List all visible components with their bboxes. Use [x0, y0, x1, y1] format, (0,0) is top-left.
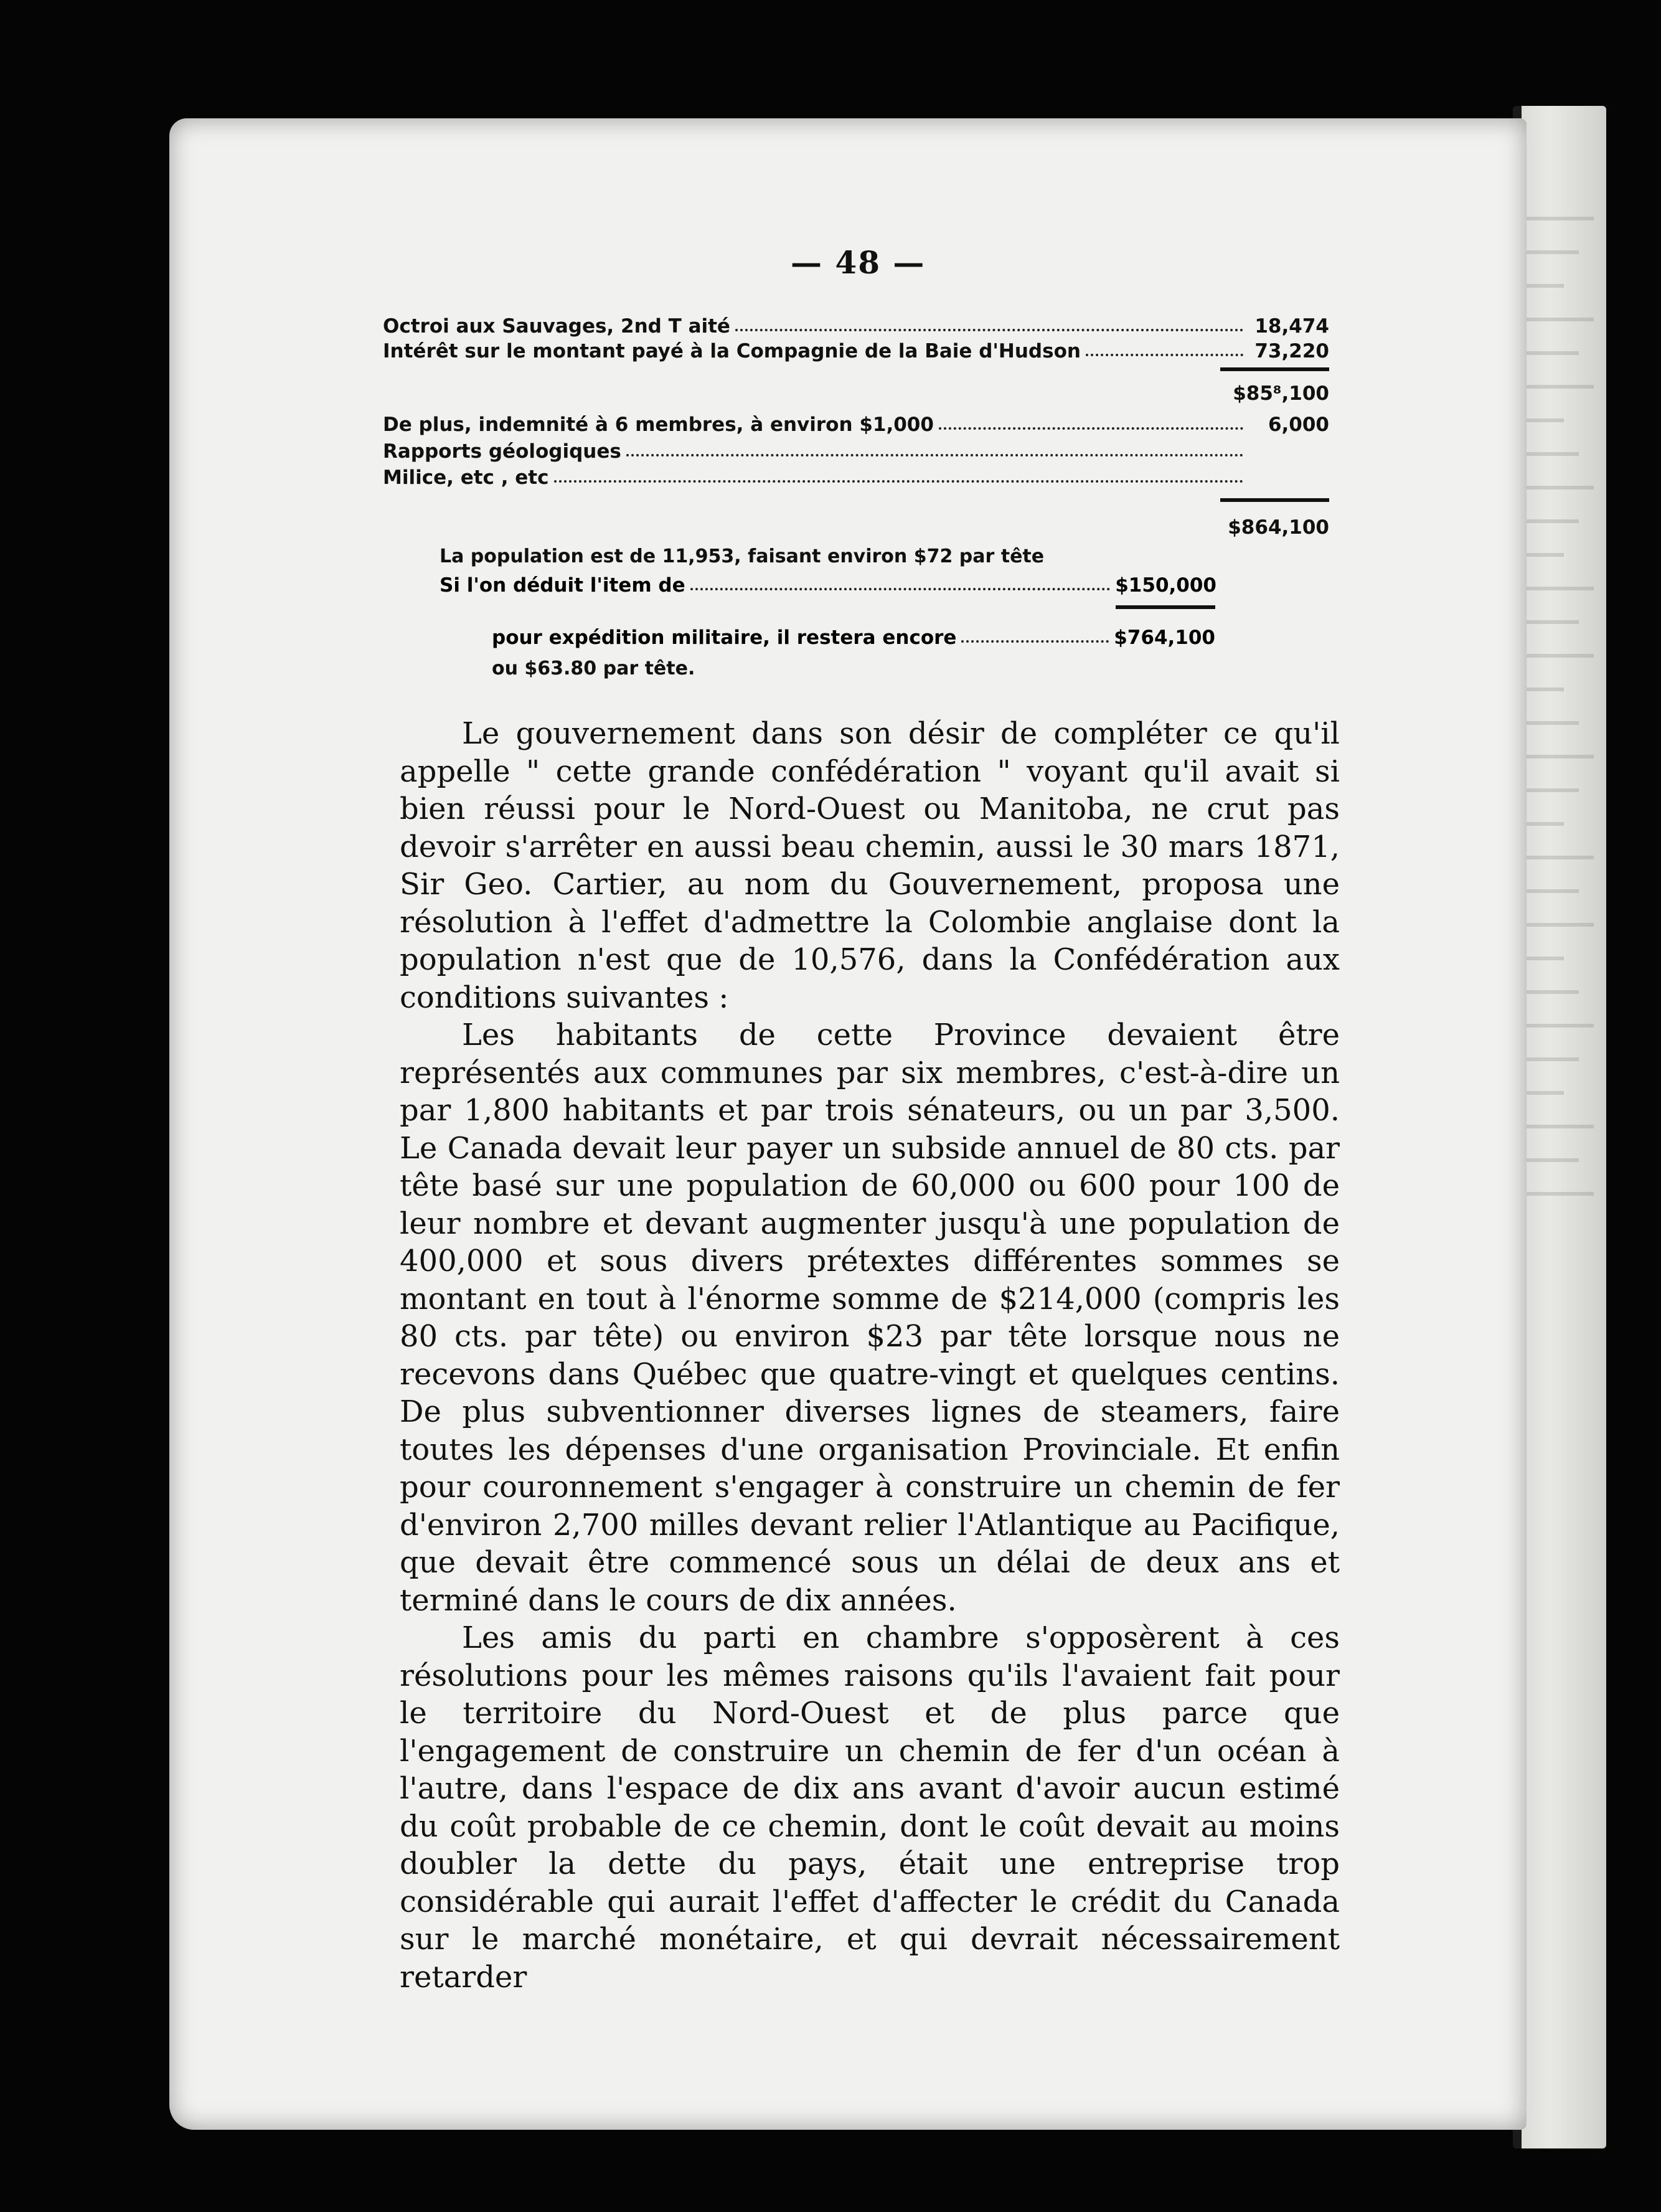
ledger-label: De plus, indemnité à 6 membres, à environ $1,000	[383, 414, 934, 436]
ledger-label: Octroi aux Sauvages, 2nd T aité	[383, 315, 730, 338]
ledger-subtotal: $85⁸,100	[1233, 382, 1329, 405]
leader-dots	[961, 640, 1109, 643]
leader-dots	[626, 454, 1243, 456]
military-amount: $764,100	[1114, 626, 1215, 649]
leader-dots	[1086, 354, 1243, 356]
ledger-amount: 18,474	[1254, 315, 1329, 338]
ledger-label: Intérêt sur le montant payé à la Compagnie de la Baie d'Hudson	[383, 340, 1081, 362]
leader-dots	[554, 480, 1244, 483]
deduction-rule	[1116, 605, 1215, 609]
deduction-label: Si l'on déduit l'item de	[440, 574, 685, 597]
bleed-through-text	[1519, 187, 1594, 1993]
leader-dots	[939, 427, 1243, 430]
military-label: pour expédition militaire, il restera encore	[492, 626, 957, 649]
page-number: — 48 —	[791, 244, 926, 281]
ledger-amount: 6,000	[1268, 414, 1329, 436]
paragraph: Les habitants de cette Province devaient être représentés aux communes par six membres, c'est-à-dire un par 1,800 habitants et par trois sénateurs, ou un par 3,500. Le Canada devait leur payer un subside annuel de 80 cts. par tête basé sur une population de 60,000 ou 600 pour 100 de leur nombre et devant augmenter jusqu'à une population de 400,000 et sous divers prétextes différentes sommes se montant en tout à l'énorme somme de $214,000 (compris les 80 cts. par tête) ou environ $23 par tête lorsque nous ne recevons dans Québec que quatre-vingt et quelques centins. De plus subventionner diverses lignes de steamers, faire toutes les dépenses d'une organisation Provinciale. Et enfin pour couronnement s'engager à construire un chemin de fer d'environ 2,700 milles devant relier l'Atlantique au Pacifique, que devait être commencé sous un délai de deux ans et terminé dans le cours de dix années.	[400, 1018, 1340, 1618]
paragraph: Les amis du parti en chambre s'opposèrent à ces résolutions pour les mêmes raisons qu'ils l'avaient fait pour le territoire du Nord-Ouest et de plus parce que l'engagement de construire un chemin de fer d'un océan à l'autre, dans l'espace de dix ans avant d'avoir aucun estimé du coût probable de ce chemin, dont le coût devait au moins doubler la dette du pays, était une entreprise trop considérable qui aurait l'effet d'affecter le crédit du Canada sur le marché monétaire, et qui devrait nécessairement retarder	[400, 1620, 1340, 1995]
military-row	[492, 618, 1215, 649]
ledger-row	[383, 458, 1329, 489]
ledger-row	[383, 374, 1329, 405]
ledger-label: Rapports géologiques	[383, 440, 621, 463]
paragraph: Le gouvernement dans son désir de compléter ce qu'il appelle " cette grande confédération " voyant qu'il avait si bien réussi pour le Nord-Ouest ou Manitoba, ne crut pas devoir s'arrêter en aussi beau chemin, aussi le 30 mars 1871, Sir Geo. Cartier, au nom du Gouvernement, proposa une résolution à l'effet d'admettre la Colombie anglaise dont la population n'est que de 10,576, dans la Confédération aux conditions suivantes :	[400, 716, 1340, 1015]
deduction-amount: $150,000	[1115, 574, 1216, 597]
population-line: La population est de 11,953, faisant environ $72 par tête	[440, 546, 1045, 567]
per-head-line: ou $63.80 par tête.	[492, 658, 695, 679]
leader-dots	[690, 588, 1111, 590]
ledger-amount: 73,220	[1254, 340, 1329, 362]
ledger-total: $864,100	[1228, 516, 1329, 539]
ledger-label: Milice, etc , etc	[383, 466, 549, 489]
body-text	[400, 715, 1340, 1996]
ledger-row	[383, 331, 1329, 362]
deduction-row	[440, 565, 1216, 597]
ledger-row	[383, 508, 1329, 539]
total-rule	[1220, 498, 1329, 502]
sum-rule	[1220, 367, 1329, 371]
